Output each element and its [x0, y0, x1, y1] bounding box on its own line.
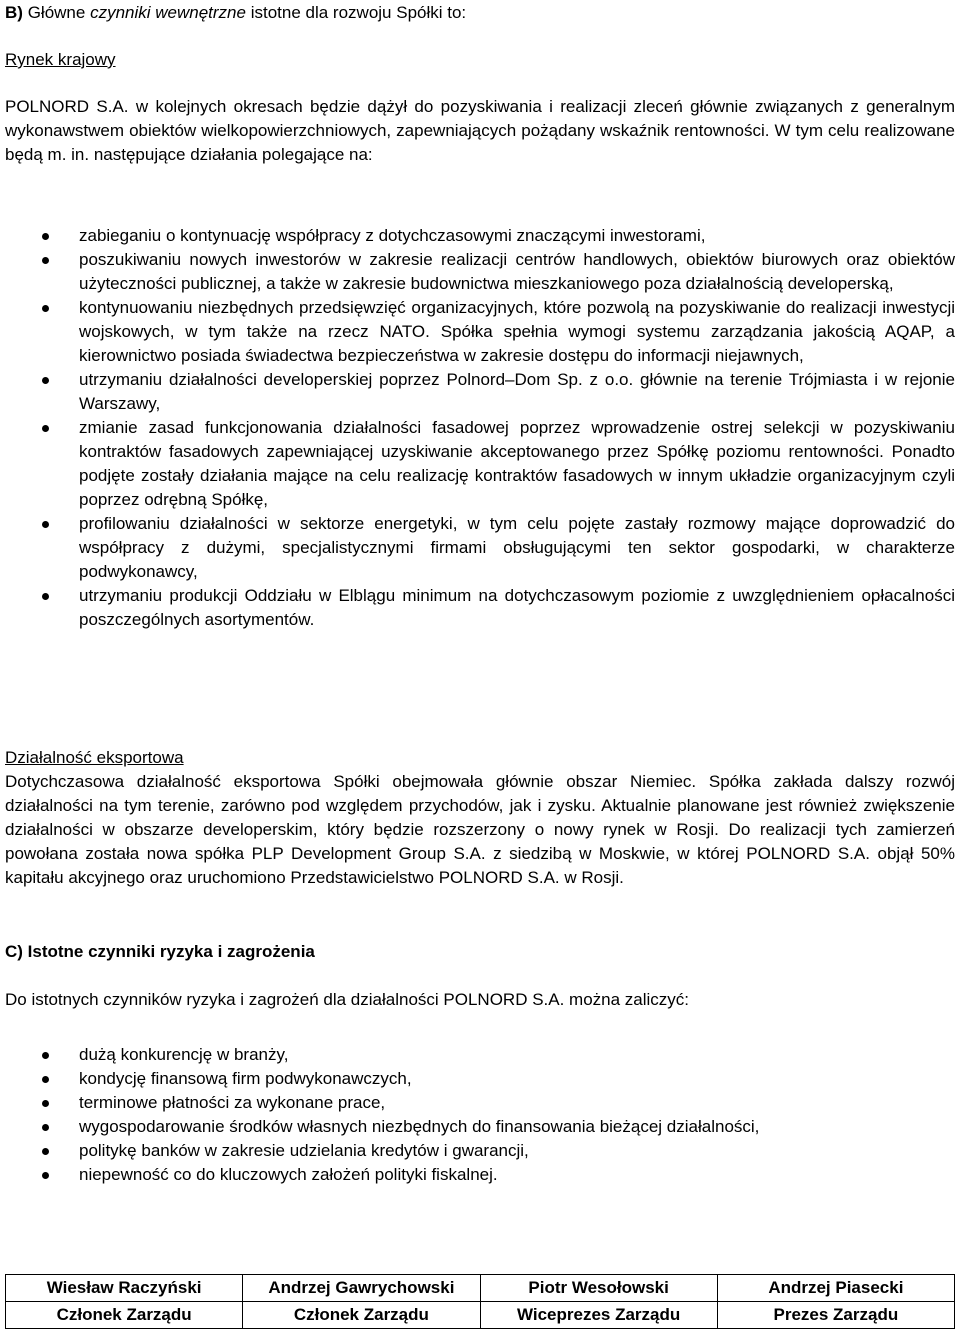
risks-intro: Do istotnych czynników ryzyka i zagrożeń dla działalności POLNORD S.A. można zaliczyć: — [5, 990, 690, 1009]
risks-list — [5, 1043, 955, 1187]
signature-names-row — [6, 1275, 955, 1302]
list-item: niepewność co do kluczowych założeń polityki fiskalnej. — [5, 1163, 955, 1187]
section-b-text-italic: czynniki wewnętrzne — [90, 3, 246, 22]
list-item: terminowe płatności za wykonane prace, — [5, 1091, 955, 1115]
section-b-heading — [5, 1, 466, 25]
list-item: kondycję finansową firm podwykonawczych, — [5, 1067, 955, 1091]
signature-role: Członek Zarządu — [6, 1302, 243, 1329]
signature-name: Andrzej Gawrychowski — [243, 1275, 480, 1302]
list-item: utrzymaniu produkcji Oddziału w Elblągu minimum na dotychczasowym poziomie z uwzględnieniem opłacalności poszczególnych asortymentów. — [5, 584, 955, 632]
list-item: zabieganiu o kontynuację współpracy z dotychczasowymi znaczącymi inwestorami, — [5, 224, 955, 248]
signature-role: Wiceprezes Zarządu — [480, 1302, 717, 1329]
list-item: dużą konkurencję w branży, — [5, 1043, 955, 1067]
signature-roles-row — [6, 1302, 955, 1329]
list-item: politykę banków w zakresie udzielania kredytów i gwarancji, — [5, 1139, 955, 1163]
list-item: zmianie zasad funkcjonowania działalności fasadowej poprzez wprowadzenie ostrej selekcji w pozyskiwaniu kontraktów fasadowych zapewniającej uzyskiwanie akceptowanego przez Spółkę poziomu rentowności. Ponadto podjęte zostały działania mające na celu realizację kontraktów fasadowych w innym układzie organizacyjnym czyli poprzez odrębną Spółkę, — [5, 416, 955, 512]
list-item: wygospodarowanie środków własnych niezbędnych do finansowania bieżącej działalności, — [5, 1115, 955, 1139]
section-c-heading: C) Istotne czynniki ryzyka i zagrożenia — [5, 942, 315, 961]
signatures-table — [5, 1274, 955, 1329]
list-item: profilowaniu działalności w sektorze energetyki, w tym celu pojęte zastały rozmowy mające doprowadzić do współpracy z dużymi, specjalistycznymi firmami obsługującymi ten sektor gospodarki, w charakterze podwykonawcy, — [5, 512, 955, 584]
signature-role: Członek Zarządu — [243, 1302, 480, 1329]
export-paragraph: Dotychczasowa działalność eksportowa Spółki obejmowała głównie obszar Niemiec. Spółka zakłada dalszy rozwój działalności na tym terenie, zarówno pod względem przychodów, jak i zysku. Aktualnie planowane jest również zwiększenie działalności w obszarze developerskim, który będzie rozszerzony o nowy rynek w Rosji. Do realizacji tych zamierzeń powołana została nowa spółka PLP Development Group S.A. z siedzibą w Moskwie, w której POLNORD S.A. objął 50% kapitału akcyjnego oraz uruchomiono Przedstawicielstwo POLNORD S.A. w Rosji. — [5, 772, 955, 887]
export-heading: Działalność eksportowa — [5, 748, 184, 767]
signature-name: Andrzej Piasecki — [717, 1275, 954, 1302]
signature-name: Wiesław Raczyński — [6, 1275, 243, 1302]
domestic-actions-list — [5, 224, 955, 632]
list-item: utrzymaniu działalności developerskiej poprzez Polnord–Dom Sp. z o.o. głównie na terenie Trójmiasta i w rejonie Warszawy, — [5, 368, 955, 416]
list-item: kontynuowaniu niezbędnych przedsięwzięć organizacyjnych, które pozwolą na pozyskiwanie do realizacji inwestycji wojskowych, w tym także na rzecz NATO. Spółka spełnia wymogi systemu zarządzania jakością AQAP, a kierownictwo posiada świadectwa bezpieczeństwa w zakresie dostępu do informacji niejawnych, — [5, 296, 955, 368]
signature-name: Piotr Wesołowski — [480, 1275, 717, 1302]
signature-role: Prezes Zarządu — [717, 1302, 954, 1329]
section-b-text-end: istotne dla rozwoju Spółki to: — [250, 3, 467, 22]
section-b-letter: B) — [5, 3, 23, 22]
rynek-krajowy-heading: Rynek krajowy — [5, 50, 116, 69]
section-b-text-start: Główne — [27, 3, 86, 22]
list-item: poszukiwaniu nowych inwestorów w zakresie realizacji centrów handlowych, obiektów biurowych oraz obiektów użyteczności publicznej, a także w zakresie budownictwa mieszkaniowego poza działalnością developerską, — [5, 248, 955, 296]
intro-paragraph: POLNORD S.A. w kolejnych okresach będzie dążył do pozyskiwania i realizacji zleceń głównie związanych z generalnym wykonawstwem obiektów wielkopowierzchniowych, zapewniających pożądany wskaźnik rentowności. W tym celu realizowane będą m. in. następujące działania polegające na: — [5, 97, 955, 164]
